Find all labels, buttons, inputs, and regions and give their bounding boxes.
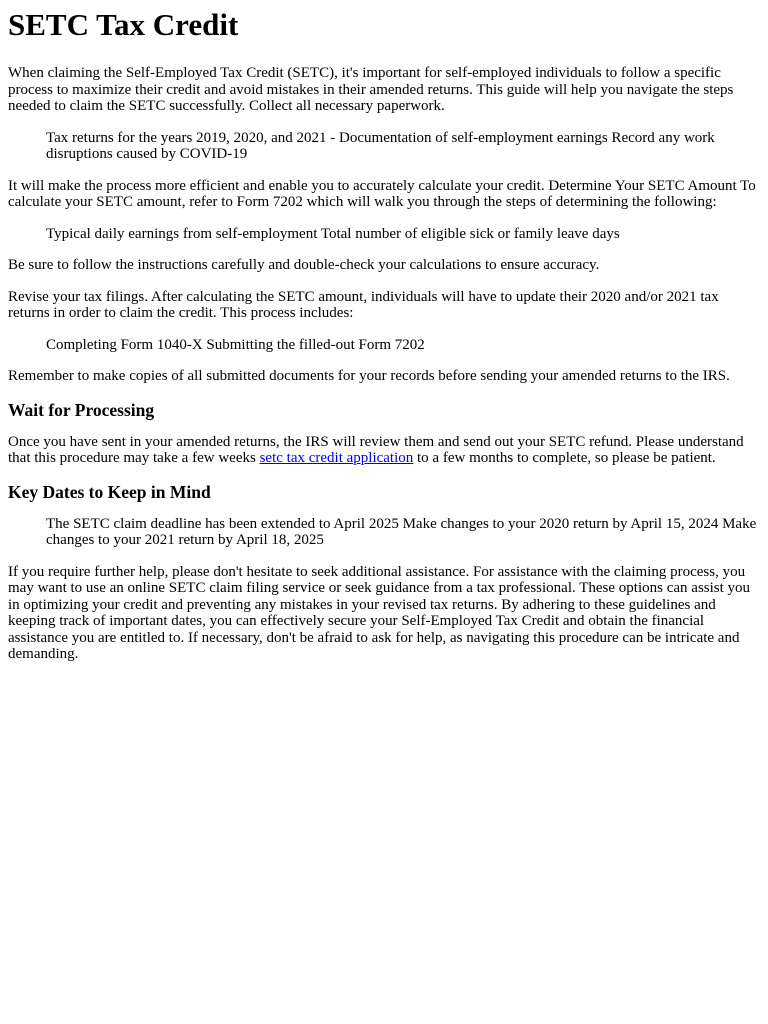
wait-heading: Wait for Processing <box>8 399 155 420</box>
wait-text-after: to a few months to complete, so please be patient. <box>413 450 716 466</box>
page-title: SETC Tax Credit <box>8 7 239 42</box>
paperwork-quote: Tax returns for the years 2019, 2020, and 2021 - Documentation of self-employment earnings Record any work disruptions caused by COVID-19 <box>46 129 715 162</box>
copies-paragraph: Remember to make copies of all submitted documents for your records before sending your amended returns to the IRS. <box>8 368 730 384</box>
accuracy-paragraph: Be sure to follow the instructions carefully and double-check your calculations to ensure accuracy. <box>8 257 600 273</box>
revise-paragraph: Revise your tax filings. After calculating the SETC amount, individuals will have to update their 2020 and/or 2021 tax returns in order to claim the credit. This process includes: <box>8 288 719 321</box>
setc-application-link[interactable]: setc tax credit application <box>259 450 414 466</box>
help-paragraph: If you require further help, please don't hesitate to seek additional assistance. For assistance with the claiming process, you may want to use an online SETC claim filing service or seek guidance from a tax professional. These options can assist you in optimizing your credit and preventing any mistakes in your revised tax returns. By adhering to these guidelines and keeping track of important dates, you can effectively secure your Self-Employed Tax Credit and obtain the financial assistance you are entitled to. If necessary, don't be afraid to ask for help, as navigating this procedure can be intricate and demanding. <box>8 563 751 662</box>
earnings-quote: Typical daily earnings from self-employment Total number of eligible sick or family leave days <box>46 225 620 242</box>
dates-quote: The SETC claim deadline has been extended to April 2025 Make changes to your 2020 return by April 15, 2024 Make changes to your 2021 return by April 18, 2025 <box>46 515 757 548</box>
wait-paragraph <box>8 434 760 467</box>
calculate-paragraph: It will make the process more efficient and enable you to accurately calculate your credit. Determine Your SETC Amount To calculate your SETC amount, refer to Form 7202 which will walk you through the steps of determining the following: <box>8 177 756 210</box>
dates-heading: Key Dates to Keep in Mind <box>8 481 211 502</box>
forms-quote: Completing Form 1040-X Submitting the filled-out Form 7202 <box>46 336 425 353</box>
wait-text-before: Once you have sent in your amended returns, the IRS will review them and send out your SETC refund. Please understand that this procedure may take a few weeks <box>8 433 744 466</box>
intro-paragraph: When claiming the Self-Employed Tax Credit (SETC), it's important for self-employed individuals to follow a specific process to maximize their credit and avoid mistakes in their amended returns. This guide will help you navigate the steps needed to claim the SETC successfully. Collect all necessary paperwork. <box>8 65 734 114</box>
